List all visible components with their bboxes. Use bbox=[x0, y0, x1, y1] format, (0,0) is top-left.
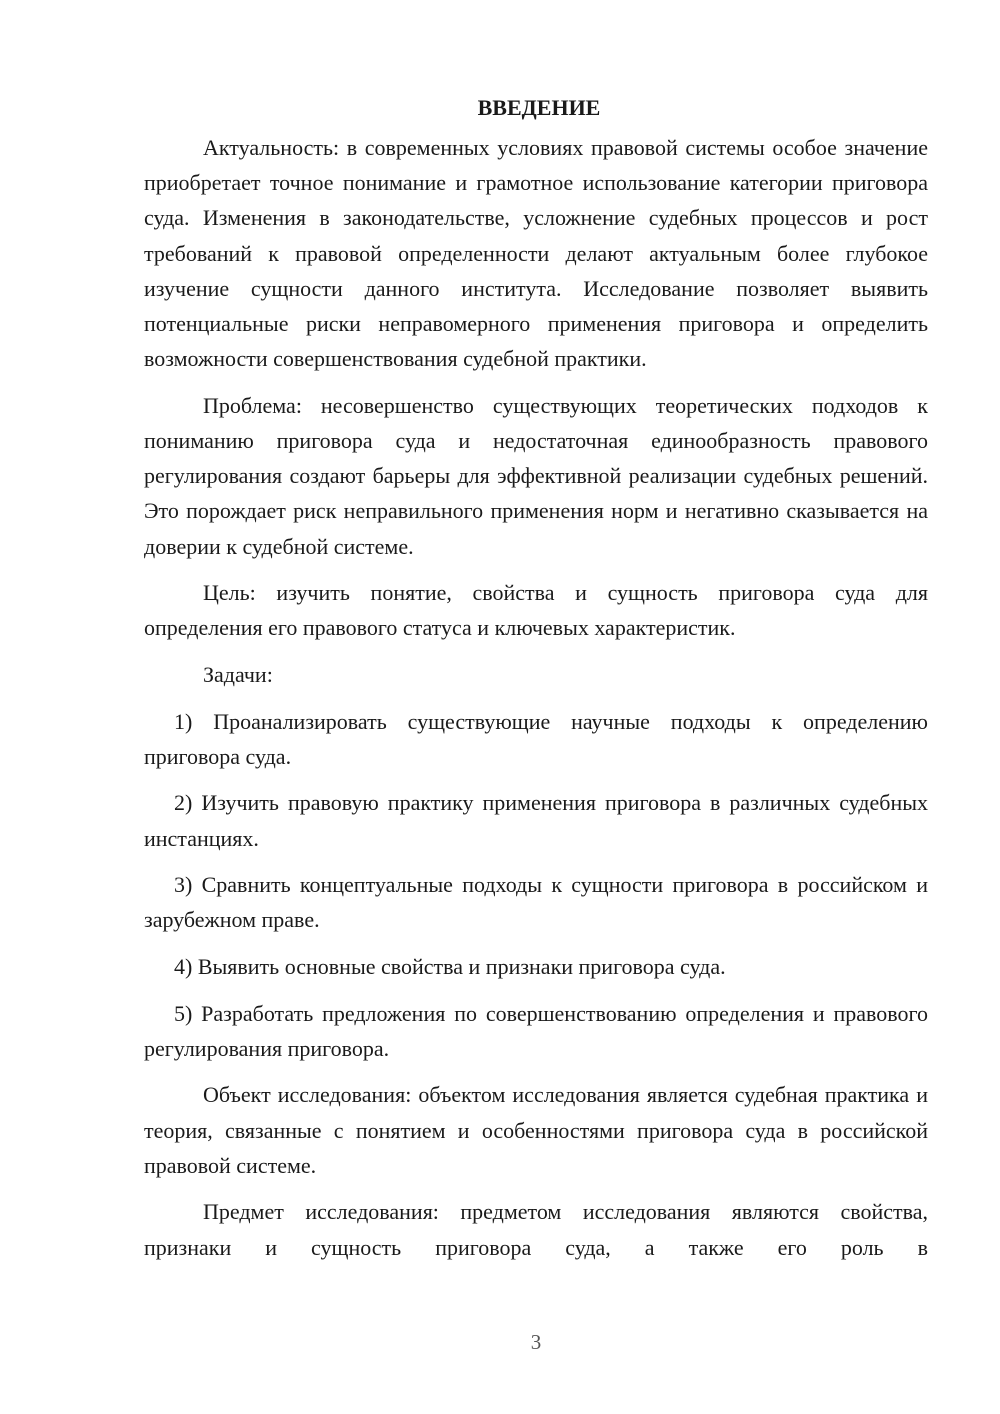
paragraph-subject: Предмет исследования: предметом исследования являются свойства, признаки и сущность приговора суда, а также его роль в bbox=[144, 1199, 928, 1260]
page-number: 3 bbox=[530, 1330, 542, 1354]
paragraph-problem: Проблема: несовершенство существующих теоретических подходов к пониманию приговора суда и недостаточная единообразность правового регулирования создают барьеры для эффективной реализации судебных решений. Это порождает риск неправильного применения норм и негативно сказывается на доверии к судебной системе. bbox=[144, 392, 928, 559]
list-item-task-1: 1) Проанализировать существующие научные подходы к определению приговора суда. bbox=[144, 708, 928, 769]
paragraph-tasks-label: Задачи: bbox=[203, 662, 273, 688]
paragraph-object: Объект исследования: объектом исследования является судебная практика и теория, связанные с понятием и особенностями приговора суда в российской правовой системе. bbox=[144, 1082, 928, 1178]
paragraph-goal: Цель: изучить понятие, свойства и сущность приговора суда для определения его правового статуса и ключевых характеристик. bbox=[144, 580, 928, 641]
paragraph-relevance: Актуальность: в современных условиях правовой системы особое значение приобретает точное понимание и грамотное использование категории приговора суда. Изменения в законодательстве, усложнение судебных процессов и рост требований к правовой определенности делают актуальным более глубокое изучение сущности данного института. Исследование позволяет выявить потенциальные риски неправомерного применения приговора и определить возможности совершенствования судебной практики. bbox=[144, 135, 928, 372]
list-item-task-5: 5) Разработать предложения по совершенствованию определения и правового регулирования приговора. bbox=[144, 1000, 928, 1061]
section-heading: ВВЕДЕНИЕ bbox=[477, 95, 601, 120]
list-item-task-4: 4) Выявить основные свойства и признаки приговора суда. bbox=[174, 954, 726, 979]
list-item-task-3: 3) Сравнить концептуальные подходы к сущности приговора в российском и зарубежном праве. bbox=[144, 872, 928, 933]
list-item-task-2: 2) Изучить правовую практику применения приговора в различных судебных инстанциях. bbox=[144, 790, 928, 851]
document-page bbox=[144, 90, 928, 1276]
